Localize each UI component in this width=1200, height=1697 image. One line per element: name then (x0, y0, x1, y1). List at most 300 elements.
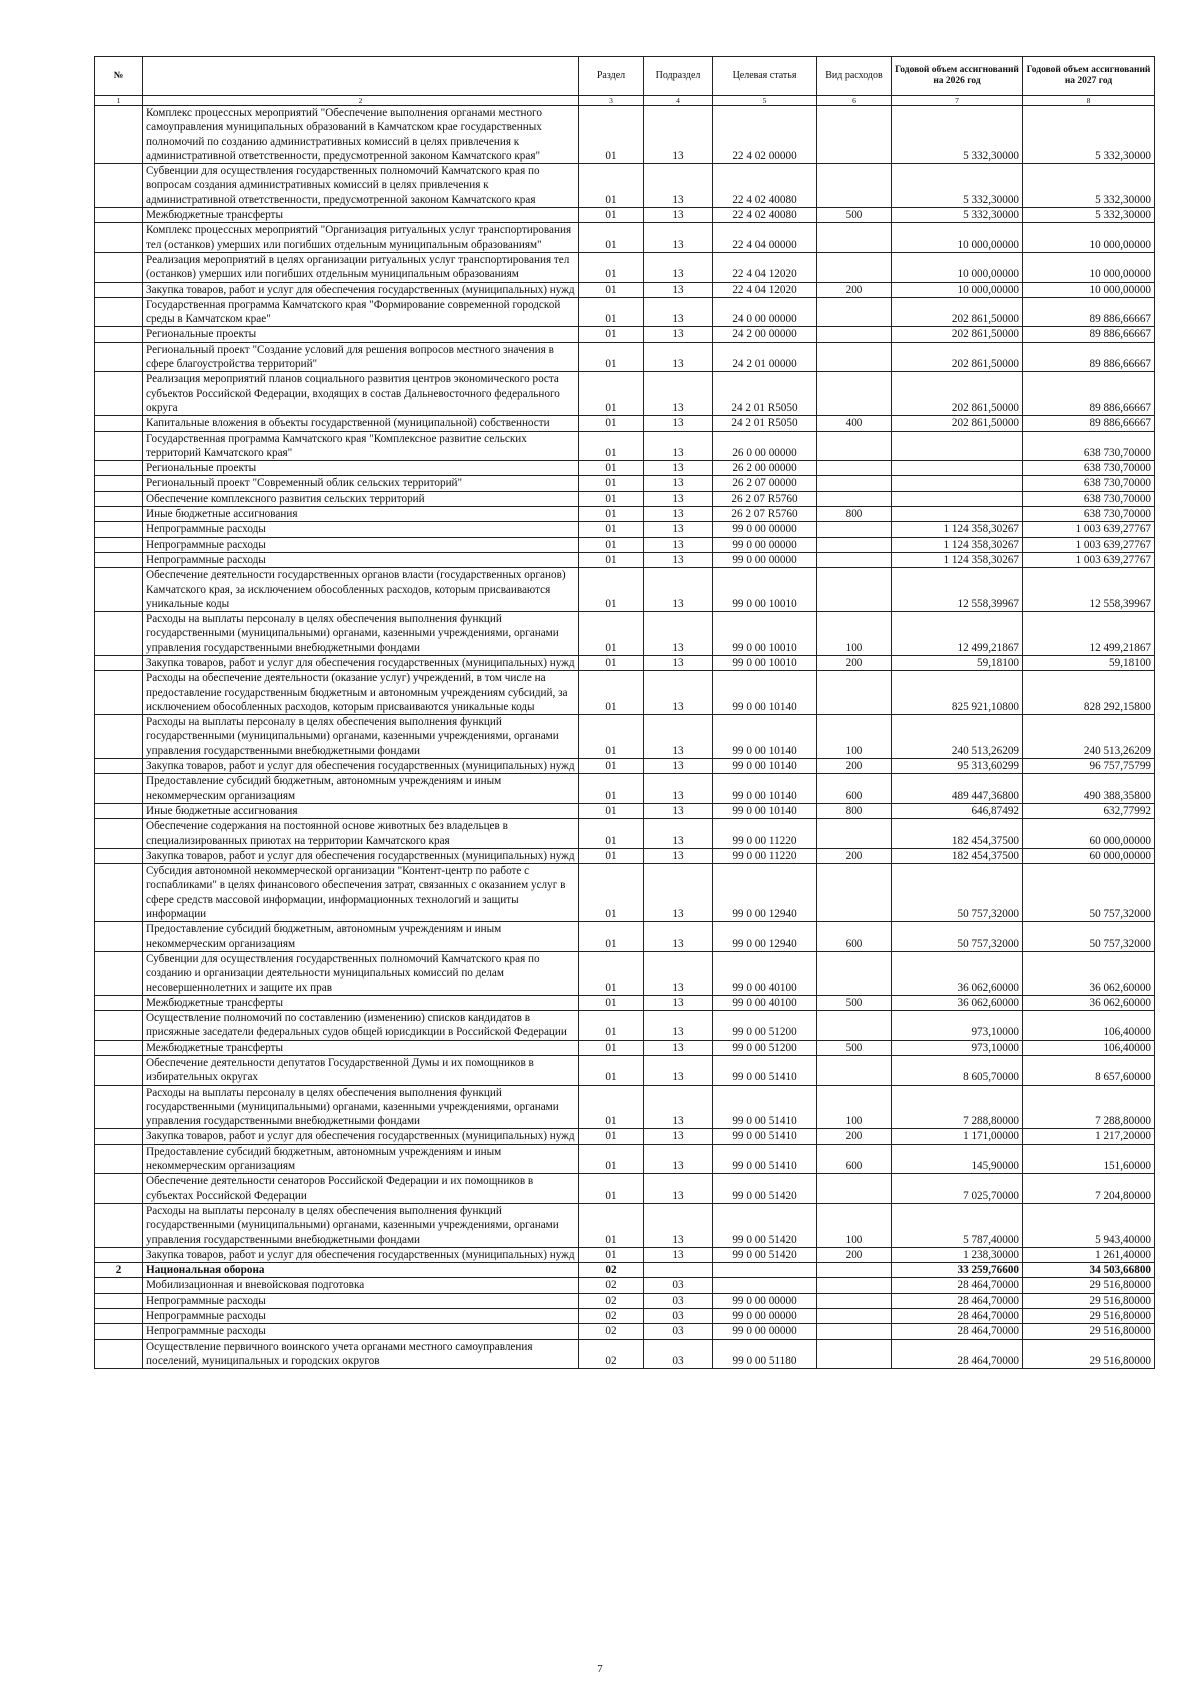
row-amount-2027: 36 062,60000 (1023, 951, 1155, 995)
row-no (95, 1085, 143, 1129)
table-row (95, 1247, 1155, 1262)
row-razdel: 01 (579, 671, 644, 715)
row-name: Расходы на выплаты персоналу в целях обеспечения выполнения функций государственными (муниципальными) органами, казенными учреждениями, органами управления государственными внебюджетными фондами (143, 612, 579, 656)
row-amount-2026: 489 447,36800 (892, 774, 1023, 804)
row-expense-type: 100 (817, 1085, 892, 1129)
row-target-article: 99 0 00 12940 (713, 922, 817, 952)
row-expense-type: 200 (817, 848, 892, 863)
row-podrazdel: 13 (644, 297, 713, 327)
row-amount-2026: 7 288,80000 (892, 1085, 1023, 1129)
row-razdel: 01 (579, 342, 644, 372)
row-expense-type (817, 342, 892, 372)
row-amount-2026: 28 464,70000 (892, 1293, 1023, 1308)
row-amount-2027: 5 332,30000 (1023, 164, 1155, 208)
row-amount-2026: 10 000,00000 (892, 282, 1023, 297)
row-razdel: 01 (579, 431, 644, 461)
row-razdel: 01 (579, 1040, 644, 1055)
row-razdel: 01 (579, 208, 644, 223)
row-amount-2027: 240 513,26209 (1023, 715, 1155, 759)
row-expense-type: 500 (817, 208, 892, 223)
table-row (95, 612, 1155, 656)
row-razdel: 01 (579, 522, 644, 537)
row-amount-2026: 973,10000 (892, 1040, 1023, 1055)
row-podrazdel: 13 (644, 1056, 713, 1086)
row-no (95, 803, 143, 818)
row-no (95, 568, 143, 612)
row-no (95, 507, 143, 522)
row-name: Обеспечение комплексного развития сельских территорий (143, 491, 579, 506)
row-expense-type: 500 (817, 995, 892, 1010)
row-amount-2026: 240 513,26209 (892, 715, 1023, 759)
header-2026: Годовой объем ассигнований на 2026 год (892, 57, 1023, 96)
column-number: 7 (892, 96, 1023, 106)
row-razdel: 01 (579, 1247, 644, 1262)
row-expense-type (817, 1293, 892, 1308)
row-podrazdel: 13 (644, 1011, 713, 1041)
row-name: Региональный проект "Современный облик сельских территорий" (143, 476, 579, 491)
row-razdel: 01 (579, 252, 644, 282)
row-no (95, 552, 143, 567)
table-row (95, 461, 1155, 476)
row-name: Расходы на выплаты персоналу в целях обеспечения выполнения функций государственными (муниципальными) органами, казенными учреждениями, органами управления государственными внебюджетными фондами (143, 715, 579, 759)
row-amount-2027: 638 730,70000 (1023, 476, 1155, 491)
row-expense-type (817, 1309, 892, 1324)
row-no (95, 612, 143, 656)
row-no (95, 1293, 143, 1308)
row-name: Реализация мероприятий планов социального развития центров экономического роста субъектов Российской Федерации, входящих в состав Дальневосточного федерального округа (143, 372, 579, 416)
table-row (95, 1263, 1155, 1278)
row-name: Иные бюджетные ассигнования (143, 507, 579, 522)
row-amount-2026: 973,10000 (892, 1011, 1023, 1041)
row-expense-type (817, 1339, 892, 1369)
row-amount-2027: 7 288,80000 (1023, 1085, 1155, 1129)
row-amount-2027: 638 730,70000 (1023, 507, 1155, 522)
row-expense-type: 100 (817, 612, 892, 656)
row-razdel: 01 (579, 1056, 644, 1086)
row-amount-2027: 29 516,80000 (1023, 1293, 1155, 1308)
row-no (95, 671, 143, 715)
row-no (95, 848, 143, 863)
row-razdel: 01 (579, 922, 644, 952)
row-target-article: 22 4 04 12020 (713, 252, 817, 282)
row-amount-2027: 5 332,30000 (1023, 208, 1155, 223)
row-podrazdel: 13 (644, 715, 713, 759)
row-target-article: 99 0 00 10140 (713, 715, 817, 759)
row-name: Межбюджетные трансферты (143, 1040, 579, 1055)
row-target-article: 99 0 00 00000 (713, 1309, 817, 1324)
row-expense-type (817, 476, 892, 491)
table-row (95, 476, 1155, 491)
row-name: Обеспечение деятельности государственных органов власти (государственных органов) Камчатского края, за исключением обособленных расходов, которым присваиваются уникальные коды (143, 568, 579, 612)
row-amount-2027: 632,77992 (1023, 803, 1155, 818)
column-number: 3 (579, 96, 644, 106)
column-number: 2 (143, 96, 579, 106)
row-expense-type: 100 (817, 1203, 892, 1247)
row-podrazdel: 13 (644, 461, 713, 476)
row-razdel: 01 (579, 1174, 644, 1204)
row-podrazdel: 13 (644, 416, 713, 431)
row-name: Предоставление субсидий бюджетным, автономным учреждениям и иным некоммерческим организациям (143, 922, 579, 952)
row-name: Субвенции для осуществления государственных полномочий Камчатского края по созданию и организации деятельности муниципальных комиссий по делам несовершеннолетних и защите их прав (143, 951, 579, 995)
row-amount-2026: 646,87492 (892, 803, 1023, 818)
row-name: Национальная оборона (143, 1263, 579, 1278)
row-amount-2026: 202 861,50000 (892, 372, 1023, 416)
row-no (95, 1339, 143, 1369)
row-amount-2027: 8 657,60000 (1023, 1056, 1155, 1086)
row-amount-2026: 202 861,50000 (892, 342, 1023, 372)
row-amount-2026: 1 124 358,30267 (892, 552, 1023, 567)
row-razdel: 01 (579, 848, 644, 863)
row-expense-type (817, 864, 892, 922)
row-podrazdel: 13 (644, 1174, 713, 1204)
row-expense-type (817, 297, 892, 327)
row-name: Непрограммные расходы (143, 552, 579, 567)
row-amount-2026: 50 757,32000 (892, 922, 1023, 952)
row-amount-2026: 7 025,70000 (892, 1174, 1023, 1204)
row-name: Расходы на выплаты персоналу в целях обеспечения выполнения функций государственными (муниципальными) органами, казенными учреждениями, органами управления государственными внебюджетными фондами (143, 1085, 579, 1129)
row-expense-type (817, 431, 892, 461)
table-row (95, 327, 1155, 342)
row-podrazdel: 13 (644, 612, 713, 656)
row-amount-2026: 12 558,39967 (892, 568, 1023, 612)
row-amount-2026: 12 499,21867 (892, 612, 1023, 656)
row-razdel: 01 (579, 759, 644, 774)
row-no (95, 416, 143, 431)
row-target-article: 99 0 00 00000 (713, 522, 817, 537)
row-amount-2026: 5 332,30000 (892, 106, 1023, 164)
row-name: Обеспечение деятельности сенаторов Российской Федерации и их помощников в субъектах Российской Федерации (143, 1174, 579, 1204)
row-podrazdel: 13 (644, 995, 713, 1010)
row-razdel: 02 (579, 1309, 644, 1324)
row-target-article: 99 0 00 10140 (713, 803, 817, 818)
row-expense-type (817, 327, 892, 342)
table-row (95, 491, 1155, 506)
table-row (95, 655, 1155, 670)
row-amount-2027: 89 886,66667 (1023, 416, 1155, 431)
row-expense-type (817, 819, 892, 849)
row-expense-type: 200 (817, 1247, 892, 1262)
row-target-article: 99 0 00 51200 (713, 1011, 817, 1041)
table-row (95, 342, 1155, 372)
row-no (95, 1056, 143, 1086)
row-razdel: 01 (579, 507, 644, 522)
row-name: Обеспечение деятельности депутатов Государственной Думы и их помощников в избирательных округах (143, 1056, 579, 1086)
row-expense-type (817, 1278, 892, 1293)
row-name: Расходы на обеспечение деятельности (оказание услуг) учреждений, в том числе на предоставление государственным бюджетным и автономным учреждениям субсидий, за исключением обособленных расходов, которым присваиваются уникальные коды (143, 671, 579, 715)
row-target-article: 99 0 00 00000 (713, 1324, 817, 1339)
row-target-article: 99 0 00 51420 (713, 1247, 817, 1262)
row-podrazdel: 13 (644, 671, 713, 715)
row-expense-type (817, 552, 892, 567)
row-target-article: 26 2 07 00000 (713, 476, 817, 491)
table-row (95, 803, 1155, 818)
row-no (95, 1144, 143, 1174)
row-name: Расходы на выплаты персоналу в целях обеспечения выполнения функций государственными (муниципальными) органами, казенными учреждениями, органами управления государственными внебюджетными фондами (143, 1203, 579, 1247)
table-row (95, 1144, 1155, 1174)
row-amount-2026: 1 171,00000 (892, 1129, 1023, 1144)
row-amount-2026: 36 062,60000 (892, 995, 1023, 1010)
row-expense-type (817, 671, 892, 715)
row-target-article: 99 0 00 51420 (713, 1174, 817, 1204)
row-expense-type: 200 (817, 759, 892, 774)
row-razdel: 02 (579, 1339, 644, 1369)
row-amount-2027: 89 886,66667 (1023, 297, 1155, 327)
row-no (95, 922, 143, 952)
row-amount-2026: 28 464,70000 (892, 1278, 1023, 1293)
row-razdel: 01 (579, 951, 644, 995)
row-amount-2027: 5 943,40000 (1023, 1203, 1155, 1247)
row-target-article: 22 4 02 40080 (713, 164, 817, 208)
row-no (95, 431, 143, 461)
header-no: № (95, 57, 143, 96)
row-name: Реализация мероприятий в целях организации ритуальных услуг транспортирования тел (останков) умерших или погибших отдельным муниципальным образованиям (143, 252, 579, 282)
table-row (95, 951, 1155, 995)
table-row (95, 1293, 1155, 1308)
row-razdel: 01 (579, 223, 644, 253)
row-amount-2026: 145,90000 (892, 1144, 1023, 1174)
row-razdel: 01 (579, 537, 644, 552)
row-amount-2026: 8 605,70000 (892, 1056, 1023, 1086)
row-expense-type: 600 (817, 774, 892, 804)
row-razdel: 01 (579, 568, 644, 612)
row-name: Закупка товаров, работ и услуг для обеспечения государственных (муниципальных) нужд (143, 848, 579, 863)
row-name: Закупка товаров, работ и услуг для обеспечения государственных (муниципальных) нужд (143, 655, 579, 670)
table-row (95, 1339, 1155, 1369)
table-row (95, 1309, 1155, 1324)
row-podrazdel: 13 (644, 252, 713, 282)
row-name: Непрограммные расходы (143, 1293, 579, 1308)
table-row (95, 507, 1155, 522)
row-amount-2026 (892, 461, 1023, 476)
row-name: Закупка товаров, работ и услуг для обеспечения государственных (муниципальных) нужд (143, 282, 579, 297)
row-amount-2027: 89 886,66667 (1023, 372, 1155, 416)
row-expense-type (817, 1263, 892, 1278)
row-name: Непрограммные расходы (143, 1309, 579, 1324)
row-expense-type: 800 (817, 803, 892, 818)
row-target-article: 99 0 00 10140 (713, 671, 817, 715)
row-name: Непрограммные расходы (143, 1324, 579, 1339)
table-row (95, 208, 1155, 223)
budget-table-sheet (94, 56, 1154, 1369)
row-expense-type (817, 1056, 892, 1086)
row-razdel: 01 (579, 164, 644, 208)
table-row (95, 1324, 1155, 1339)
row-no (95, 223, 143, 253)
row-podrazdel: 03 (644, 1278, 713, 1293)
row-amount-2027: 96 757,75799 (1023, 759, 1155, 774)
row-podrazdel: 03 (644, 1339, 713, 1369)
row-razdel: 02 (579, 1293, 644, 1308)
row-target-article (713, 1263, 817, 1278)
row-expense-type (817, 537, 892, 552)
row-podrazdel: 13 (644, 282, 713, 297)
row-podrazdel: 13 (644, 372, 713, 416)
row-target-article: 99 0 00 10140 (713, 774, 817, 804)
row-amount-2027: 1 003 639,27767 (1023, 552, 1155, 567)
row-name: Межбюджетные трансферты (143, 208, 579, 223)
row-no (95, 327, 143, 342)
row-amount-2027: 29 516,80000 (1023, 1278, 1155, 1293)
row-target-article: 99 0 00 00000 (713, 552, 817, 567)
row-amount-2027: 10 000,00000 (1023, 223, 1155, 253)
row-name: Осуществление первичного воинского учета органами местного самоуправления поселений, муниципальных и городских округов (143, 1339, 579, 1369)
row-podrazdel: 13 (644, 491, 713, 506)
row-name: Региональные проекты (143, 327, 579, 342)
row-podrazdel: 13 (644, 655, 713, 670)
row-no (95, 282, 143, 297)
row-podrazdel: 13 (644, 1085, 713, 1129)
row-no (95, 1203, 143, 1247)
row-amount-2026: 1 124 358,30267 (892, 537, 1023, 552)
row-no (95, 461, 143, 476)
table-row (95, 1011, 1155, 1041)
page-number: 7 (597, 1663, 603, 1675)
row-expense-type (817, 252, 892, 282)
table-row (95, 759, 1155, 774)
row-name: Региональный проект "Создание условий для решения вопросов местного значения в сфере благоустройства территорий" (143, 342, 579, 372)
row-podrazdel: 13 (644, 223, 713, 253)
header-target-article: Целевая статья (713, 57, 817, 96)
row-name: Закупка товаров, работ и услуг для обеспечения государственных (муниципальных) нужд (143, 759, 579, 774)
row-target-article: 99 0 00 10010 (713, 655, 817, 670)
column-number: 5 (713, 96, 817, 106)
row-no (95, 819, 143, 849)
row-podrazdel: 13 (644, 164, 713, 208)
row-amount-2026: 1 124 358,30267 (892, 522, 1023, 537)
row-amount-2026: 182 454,37500 (892, 848, 1023, 863)
row-no (95, 774, 143, 804)
row-no (95, 995, 143, 1010)
row-no (95, 252, 143, 282)
row-podrazdel: 13 (644, 327, 713, 342)
table-row (95, 537, 1155, 552)
row-razdel: 01 (579, 476, 644, 491)
row-amount-2026 (892, 491, 1023, 506)
row-razdel: 01 (579, 327, 644, 342)
row-podrazdel: 03 (644, 1324, 713, 1339)
row-amount-2027: 10 000,00000 (1023, 282, 1155, 297)
row-razdel: 01 (579, 461, 644, 476)
row-razdel: 01 (579, 282, 644, 297)
row-target-article: 99 0 00 10010 (713, 612, 817, 656)
table-row (95, 552, 1155, 567)
row-amount-2026 (892, 476, 1023, 491)
row-razdel: 01 (579, 864, 644, 922)
row-expense-type (817, 491, 892, 506)
row-target-article: 26 2 07 R5760 (713, 507, 817, 522)
row-name: Обеспечение содержания на постоянной основе животных без владельцев в специализированных приютах на территории Камчатского края (143, 819, 579, 849)
header-2027: Годовой объем ассигнований на 2027 год (1023, 57, 1155, 96)
row-target-article: 99 0 00 11220 (713, 848, 817, 863)
row-amount-2027: 29 516,80000 (1023, 1339, 1155, 1369)
row-amount-2027: 12 558,39967 (1023, 568, 1155, 612)
row-razdel: 01 (579, 995, 644, 1010)
row-podrazdel: 13 (644, 759, 713, 774)
row-expense-type (817, 951, 892, 995)
row-podrazdel: 13 (644, 342, 713, 372)
row-razdel: 01 (579, 297, 644, 327)
row-amount-2026: 28 464,70000 (892, 1339, 1023, 1369)
row-target-article: 24 2 01 00000 (713, 342, 817, 372)
row-target-article: 99 0 00 51420 (713, 1203, 817, 1247)
row-amount-2026: 5 332,30000 (892, 208, 1023, 223)
row-podrazdel: 13 (644, 864, 713, 922)
row-razdel: 02 (579, 1278, 644, 1293)
row-amount-2027: 638 730,70000 (1023, 431, 1155, 461)
row-razdel: 01 (579, 1011, 644, 1041)
row-expense-type (817, 1174, 892, 1204)
table-row (95, 864, 1155, 922)
row-amount-2026: 36 062,60000 (892, 951, 1023, 995)
row-expense-type: 100 (817, 715, 892, 759)
row-target-article: 99 0 00 00000 (713, 537, 817, 552)
row-amount-2027: 50 757,32000 (1023, 922, 1155, 952)
row-podrazdel: 13 (644, 568, 713, 612)
row-name: Региональные проекты (143, 461, 579, 476)
row-podrazdel: 13 (644, 922, 713, 952)
row-podrazdel: 13 (644, 1247, 713, 1262)
table-row (95, 416, 1155, 431)
row-amount-2027: 106,40000 (1023, 1040, 1155, 1055)
row-name: Предоставление субсидий бюджетным, автономным учреждениям и иным некоммерческим организациям (143, 1144, 579, 1174)
row-podrazdel: 13 (644, 1203, 713, 1247)
row-razdel: 01 (579, 1203, 644, 1247)
row-amount-2026: 33 259,76600 (892, 1263, 1023, 1278)
row-amount-2027: 1 003 639,27767 (1023, 522, 1155, 537)
row-razdel: 01 (579, 1129, 644, 1144)
row-no (95, 951, 143, 995)
row-expense-type (817, 1011, 892, 1041)
row-amount-2026 (892, 431, 1023, 461)
row-podrazdel: 13 (644, 208, 713, 223)
row-expense-type (817, 1324, 892, 1339)
row-razdel: 01 (579, 774, 644, 804)
column-number: 1 (95, 96, 143, 106)
table-row (95, 106, 1155, 164)
row-name: Непрограммные расходы (143, 522, 579, 537)
row-expense-type (817, 522, 892, 537)
row-amount-2027: 1 003 639,27767 (1023, 537, 1155, 552)
row-name: Комплекс процессных мероприятий "Организация ритуальных услуг транспортирования тел (останков) умерших или погибших отдельным муниципальным образованиям" (143, 223, 579, 253)
row-target-article: 99 0 00 51410 (713, 1144, 817, 1174)
column-number: 8 (1023, 96, 1155, 106)
row-podrazdel: 13 (644, 1129, 713, 1144)
row-no (95, 715, 143, 759)
row-name: Осуществление полномочий по составлению (изменению) списков кандидатов в присяжные заседатели федеральных судов общей юрисдикции в Российской Федерации (143, 1011, 579, 1041)
row-target-article: 24 0 00 00000 (713, 297, 817, 327)
row-amount-2026: 5 332,30000 (892, 164, 1023, 208)
row-amount-2027: 10 000,00000 (1023, 252, 1155, 282)
row-razdel: 01 (579, 491, 644, 506)
row-amount-2026: 50 757,32000 (892, 864, 1023, 922)
row-target-article (713, 1278, 817, 1293)
row-razdel: 01 (579, 655, 644, 670)
row-amount-2026: 59,18100 (892, 655, 1023, 670)
row-razdel: 01 (579, 715, 644, 759)
row-name: Государственная программа Камчатского края "Формирование современной городской среды в Камчатском крае" (143, 297, 579, 327)
row-expense-type: 600 (817, 922, 892, 952)
row-expense-type (817, 372, 892, 416)
row-amount-2027: 36 062,60000 (1023, 995, 1155, 1010)
row-amount-2027: 638 730,70000 (1023, 491, 1155, 506)
budget-table (94, 56, 1155, 1369)
header-razdel: Раздел (579, 57, 644, 96)
row-expense-type: 200 (817, 1129, 892, 1144)
row-no: 2 (95, 1263, 143, 1278)
table-row (95, 1278, 1155, 1293)
row-target-article: 22 4 04 12020 (713, 282, 817, 297)
row-target-article: 26 0 00 00000 (713, 431, 817, 461)
